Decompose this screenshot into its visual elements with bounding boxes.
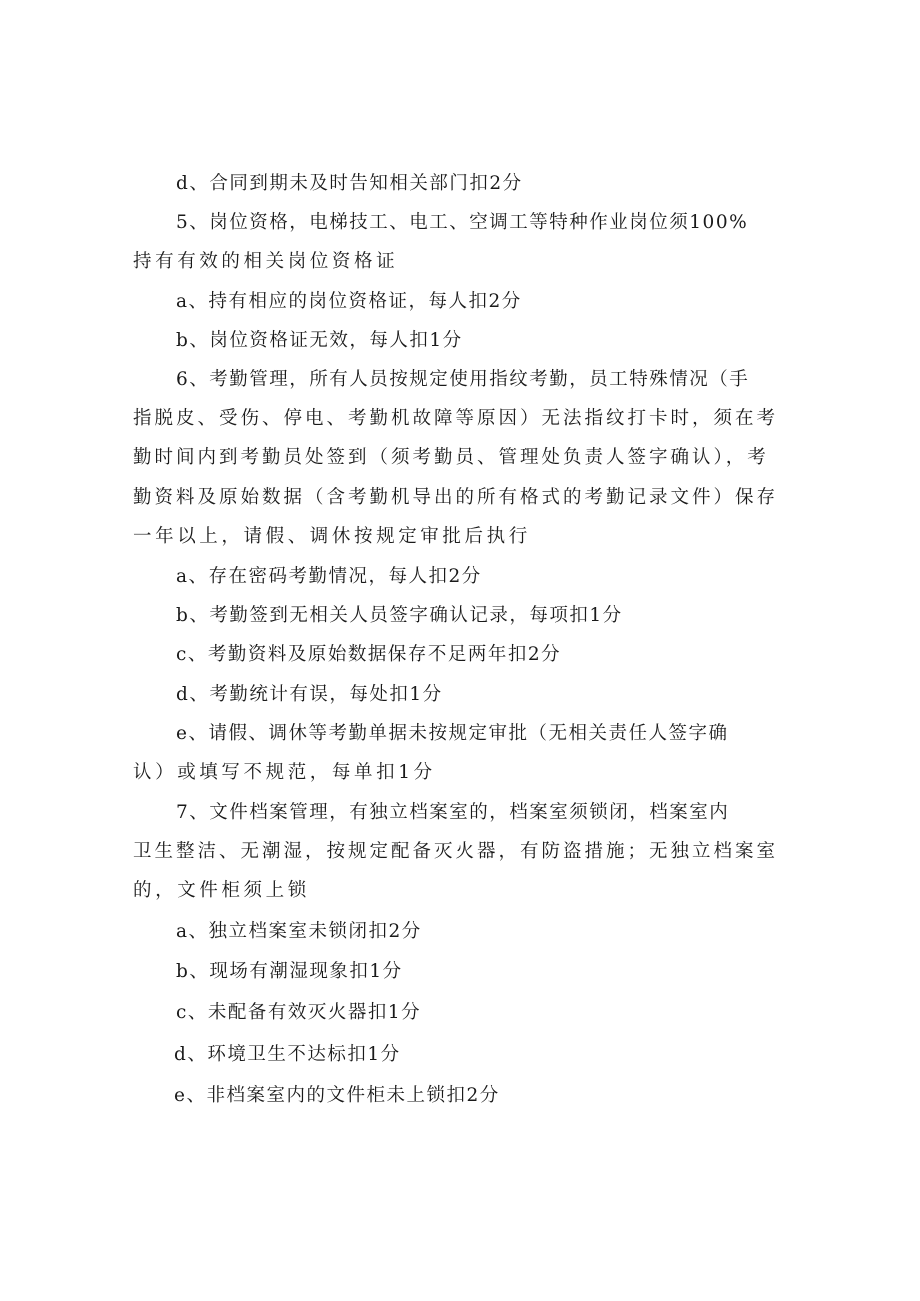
- text-line: b、现场有潮湿现象扣1分: [176, 961, 403, 982]
- text-line: 6、考勤管理，所有人员按规定使用指纹考勤，员工特殊情况（手: [176, 369, 750, 390]
- text-line: 勤资料及原始数据（含考勤机导出的所有格式的考勤记录文件）保存: [133, 487, 779, 508]
- text-line: 指脱皮、受伤、停电、考勤机故障等原因）无法指纹打卡时，须在考: [133, 408, 779, 429]
- text-line: 5、岗位资格，电梯技工、电工、空调工等特种作业岗位须100%: [176, 212, 749, 233]
- text-line: 卫生整洁、无潮湿，按规定配备灭火器，有防盗措施；无独立档案室: [133, 841, 779, 862]
- text-line: 7、文件档案管理，有独立档案室的，档案室须锁闭，档案室内: [176, 802, 730, 823]
- text-line: d、环境卫生不达标扣1分: [174, 1044, 401, 1065]
- text-line: d、合同到期未及时告知相关部门扣2分: [176, 173, 523, 194]
- text-line: e、非档案室内的文件柜未上锁扣2分: [174, 1085, 500, 1106]
- text-line: b、岗位资格证无效，每人扣1分: [176, 330, 463, 351]
- text-line: 勤时间内到考勤员处签到（须考勤员、管理处负责人签字确认），考: [133, 447, 769, 468]
- text-line: 的，文件柜须上锁: [133, 880, 310, 901]
- text-line: 持有有效的相关岗位资格证: [133, 251, 399, 272]
- text-line: b、考勤签到无相关人员签字确认记录，每项扣1分: [176, 605, 623, 626]
- text-line: 认）或填写不规范，每单扣1分: [133, 762, 436, 783]
- text-line: d、考勤统计有误，每处扣1分: [176, 684, 443, 705]
- text-line: c、考勤资料及原始数据保存不足两年扣2分: [176, 644, 562, 665]
- text-line: a、独立档案室未锁闭扣2分: [176, 921, 422, 942]
- text-line: 一年以上，请假、调休按规定审批后执行: [133, 526, 531, 547]
- text-line: a、持有相应的岗位资格证，每人扣2分: [176, 291, 522, 312]
- text-line: a、存在密码考勤情况，每人扣2分: [176, 566, 482, 587]
- text-line: e、请假、调休等考勤单据未按规定审批（无相关责任人签字确: [176, 723, 729, 744]
- text-line: c、未配备有效灭火器扣1分: [176, 1002, 422, 1023]
